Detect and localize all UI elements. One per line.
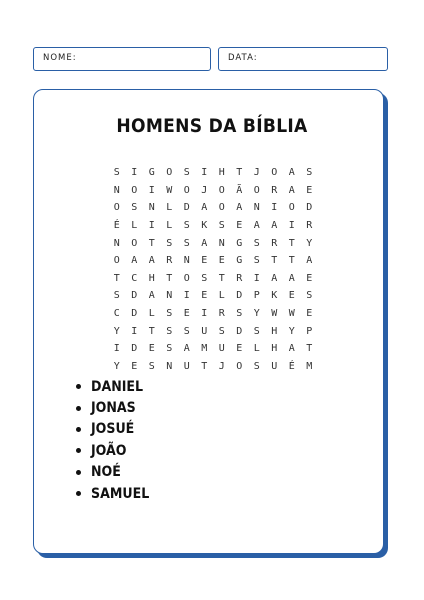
grid-letter[interactable]: I	[201, 308, 208, 320]
grid-letter[interactable]: W	[271, 308, 278, 320]
grid-letter[interactable]: D	[131, 290, 138, 302]
grid-letter[interactable]: N	[113, 237, 120, 249]
grid-letter[interactable]: R	[166, 255, 173, 267]
grid-letter[interactable]: C	[131, 272, 138, 284]
grid-letter[interactable]: S	[148, 360, 155, 372]
grid-letter[interactable]: T	[148, 325, 155, 337]
grid-letter[interactable]: O	[218, 184, 225, 196]
bullet-icon	[76, 384, 81, 389]
grid-letter[interactable]: H	[271, 343, 278, 355]
grid-letter[interactable]: M	[306, 360, 313, 372]
page-title: HOMENS DA BÍBLIA	[116, 115, 308, 137]
grid-letter[interactable]: E	[183, 308, 190, 320]
grid-letter[interactable]: D	[236, 290, 243, 302]
word-list-item	[76, 376, 149, 397]
grid-row	[108, 182, 318, 200]
grid-letter[interactable]: T	[288, 255, 295, 267]
grid-letter[interactable]: N	[166, 290, 173, 302]
grid-letter[interactable]: A	[253, 220, 260, 232]
grid-letter[interactable]: L	[148, 308, 155, 320]
grid-letter[interactable]: E	[306, 272, 313, 284]
grid-row	[108, 358, 318, 376]
word-list-item	[76, 419, 149, 440]
grid-letter[interactable]: A	[131, 255, 138, 267]
grid-letter[interactable]: N	[113, 184, 120, 196]
grid-letter[interactable]: T	[201, 360, 208, 372]
grid-letter[interactable]: R	[271, 237, 278, 249]
grid-letter[interactable]: S	[166, 325, 173, 337]
grid-letter[interactable]: S	[166, 343, 173, 355]
grid-letter[interactable]: S	[183, 220, 190, 232]
grid-letter[interactable]: H	[148, 272, 155, 284]
word-list-item	[76, 462, 149, 483]
grid-letter[interactable]: R	[271, 184, 278, 196]
grid-row	[108, 164, 318, 182]
grid-letter[interactable]: N	[166, 360, 173, 372]
grid-letter[interactable]: H	[271, 325, 278, 337]
grid-letter[interactable]: K	[271, 290, 278, 302]
grid-letter[interactable]: I	[131, 325, 138, 337]
grid-letter[interactable]: E	[218, 255, 225, 267]
grid-letter[interactable]: T	[306, 343, 313, 355]
grid-letter[interactable]: K	[201, 220, 208, 232]
grid-letter[interactable]: J	[253, 167, 260, 179]
grid-letter[interactable]: A	[148, 255, 155, 267]
grid-letter[interactable]: É	[113, 220, 120, 232]
grid-letter[interactable]: O	[236, 360, 243, 372]
grid-letter[interactable]: E	[201, 255, 208, 267]
word-search-grid	[108, 164, 318, 375]
grid-letter[interactable]: A	[183, 343, 190, 355]
grid-letter[interactable]: A	[271, 220, 278, 232]
grid-letter[interactable]: T	[113, 272, 120, 284]
grid-letter[interactable]: T	[166, 272, 173, 284]
bullet-icon	[76, 427, 81, 432]
name-label: NOME:	[43, 53, 77, 63]
bullet-icon	[76, 406, 81, 411]
grid-letter[interactable]: D	[306, 202, 313, 214]
grid-letter[interactable]: I	[148, 220, 155, 232]
date-field[interactable]	[218, 47, 388, 71]
grid-letter[interactable]: N	[148, 202, 155, 214]
grid-letter[interactable]: E	[236, 220, 243, 232]
grid-row	[108, 305, 318, 323]
bullet-icon	[76, 448, 81, 453]
word-label: JOÃO	[91, 442, 127, 459]
grid-letter[interactable]: A	[236, 202, 243, 214]
grid-letter[interactable]: R	[218, 308, 225, 320]
grid-row	[108, 199, 318, 217]
grid-row	[108, 340, 318, 358]
grid-letter[interactable]: S	[166, 237, 173, 249]
grid-letter[interactable]: I	[271, 202, 278, 214]
grid-letter[interactable]: É	[288, 360, 295, 372]
bullet-icon	[76, 470, 81, 475]
grid-letter[interactable]: W	[166, 184, 173, 196]
grid-letter[interactable]: T	[236, 167, 243, 179]
grid-letter[interactable]: I	[183, 290, 190, 302]
grid-letter[interactable]: O	[218, 202, 225, 214]
word-label: NOÉ	[91, 464, 121, 481]
grid-letter[interactable]: I	[253, 272, 260, 284]
grid-letter[interactable]: U	[201, 325, 208, 337]
grid-letter[interactable]: U	[271, 360, 278, 372]
grid-row	[108, 234, 318, 252]
grid-letter[interactable]: E	[131, 360, 138, 372]
grid-letter[interactable]: S	[306, 167, 313, 179]
grid-letter[interactable]: D	[236, 325, 243, 337]
grid-letter[interactable]: A	[201, 202, 208, 214]
grid-letter[interactable]: S	[218, 220, 225, 232]
grid-letter[interactable]: O	[183, 184, 190, 196]
grid-letter[interactable]: E	[201, 290, 208, 302]
grid-row	[108, 217, 318, 235]
grid-letter[interactable]: S	[236, 308, 243, 320]
grid-letter[interactable]: Y	[113, 360, 120, 372]
grid-letter[interactable]: O	[183, 272, 190, 284]
grid-letter[interactable]: G	[236, 255, 243, 267]
grid-letter[interactable]: I	[131, 167, 138, 179]
word-label: SAMUEL	[91, 485, 150, 502]
grid-letter[interactable]: D	[183, 202, 190, 214]
grid-letter[interactable]: A	[288, 184, 295, 196]
grid-letter[interactable]: L	[218, 290, 225, 302]
grid-letter[interactable]: C	[113, 308, 120, 320]
grid-letter[interactable]: E	[288, 290, 295, 302]
word-list-item	[76, 440, 149, 461]
grid-letter[interactable]: S	[253, 237, 260, 249]
grid-letter[interactable]: D	[131, 308, 138, 320]
grid-letter[interactable]: J	[201, 184, 208, 196]
word-list-item	[76, 397, 149, 418]
word-label: JOSUÉ	[91, 421, 135, 438]
grid-row	[108, 287, 318, 305]
word-label: JONAS	[91, 400, 136, 417]
grid-letter[interactable]: Y	[288, 325, 295, 337]
grid-letter[interactable]: U	[183, 360, 190, 372]
grid-letter[interactable]: S	[113, 290, 120, 302]
grid-row	[108, 322, 318, 340]
grid-letter[interactable]: A	[148, 290, 155, 302]
grid-letter[interactable]: S	[183, 237, 190, 249]
grid-letter[interactable]: O	[131, 184, 138, 196]
grid-letter[interactable]: S	[183, 325, 190, 337]
grid-letter[interactable]: S	[306, 290, 313, 302]
grid-letter[interactable]: R	[306, 220, 313, 232]
grid-letter[interactable]: S	[253, 325, 260, 337]
grid-letter[interactable]: R	[236, 272, 243, 284]
grid-letter[interactable]: A	[288, 272, 295, 284]
grid-letter[interactable]: S	[253, 255, 260, 267]
grid-letter[interactable]: G	[236, 237, 243, 249]
grid-letter[interactable]: U	[218, 343, 225, 355]
word-label: DANIEL	[91, 378, 144, 395]
grid-letter[interactable]: A	[288, 167, 295, 179]
grid-letter[interactable]: S	[113, 167, 120, 179]
grid-letter[interactable]: L	[166, 202, 173, 214]
name-field[interactable]	[33, 47, 211, 71]
grid-letter[interactable]: P	[306, 325, 313, 337]
grid-row	[108, 270, 318, 288]
grid-letter[interactable]: O	[113, 202, 120, 214]
grid-letter[interactable]: E	[306, 308, 313, 320]
grid-letter[interactable]: O	[131, 237, 138, 249]
grid-letter[interactable]: I	[201, 167, 208, 179]
date-label: DATA:	[228, 53, 258, 63]
grid-letter[interactable]: E	[306, 184, 313, 196]
grid-letter[interactable]: T	[218, 272, 225, 284]
bullet-icon	[76, 491, 81, 496]
grid-letter[interactable]: D	[131, 343, 138, 355]
grid-letter[interactable]: T	[148, 237, 155, 249]
word-list-item	[76, 483, 149, 504]
grid-letter[interactable]: S	[253, 360, 260, 372]
grid-letter[interactable]: O	[271, 167, 278, 179]
grid-letter[interactable]: M	[201, 343, 208, 355]
grid-letter[interactable]: Y	[113, 325, 120, 337]
grid-letter[interactable]: L	[166, 220, 173, 232]
grid-letter[interactable]: O	[166, 167, 173, 179]
grid-letter[interactable]: J	[218, 360, 225, 372]
grid-letter[interactable]: N	[253, 202, 260, 214]
grid-letter[interactable]: L	[253, 343, 260, 355]
grid-letter[interactable]: E	[236, 343, 243, 355]
grid-letter[interactable]: H	[218, 167, 225, 179]
grid-letter[interactable]: A	[201, 237, 208, 249]
grid-letter[interactable]: A	[288, 343, 295, 355]
grid-letter[interactable]: S	[201, 272, 208, 284]
grid-letter[interactable]: N	[218, 237, 225, 249]
grid-letter[interactable]: W	[288, 308, 295, 320]
grid-letter[interactable]: Ã	[236, 184, 243, 196]
grid-letter[interactable]: T	[271, 255, 278, 267]
grid-letter[interactable]: N	[183, 255, 190, 267]
grid-letter[interactable]: O	[253, 184, 260, 196]
grid-letter[interactable]: Y	[253, 308, 260, 320]
grid-letter[interactable]: I	[148, 184, 155, 196]
grid-letter[interactable]: S	[183, 167, 190, 179]
grid-letter[interactable]: T	[288, 237, 295, 249]
word-list	[76, 376, 149, 504]
grid-letter[interactable]: S	[131, 202, 138, 214]
grid-letter[interactable]: O	[288, 202, 295, 214]
grid-letter[interactable]: A	[271, 272, 278, 284]
grid-letter[interactable]: A	[306, 255, 313, 267]
grid-letter[interactable]: G	[148, 167, 155, 179]
grid-letter[interactable]: O	[113, 255, 120, 267]
grid-row	[108, 252, 318, 270]
grid-letter[interactable]: L	[131, 220, 138, 232]
grid-letter[interactable]: S	[218, 325, 225, 337]
grid-letter[interactable]: I	[113, 343, 120, 355]
grid-letter[interactable]: P	[253, 290, 260, 302]
grid-letter[interactable]: I	[288, 220, 295, 232]
grid-letter[interactable]: Y	[306, 237, 313, 249]
grid-letter[interactable]: E	[148, 343, 155, 355]
grid-letter[interactable]: S	[166, 308, 173, 320]
